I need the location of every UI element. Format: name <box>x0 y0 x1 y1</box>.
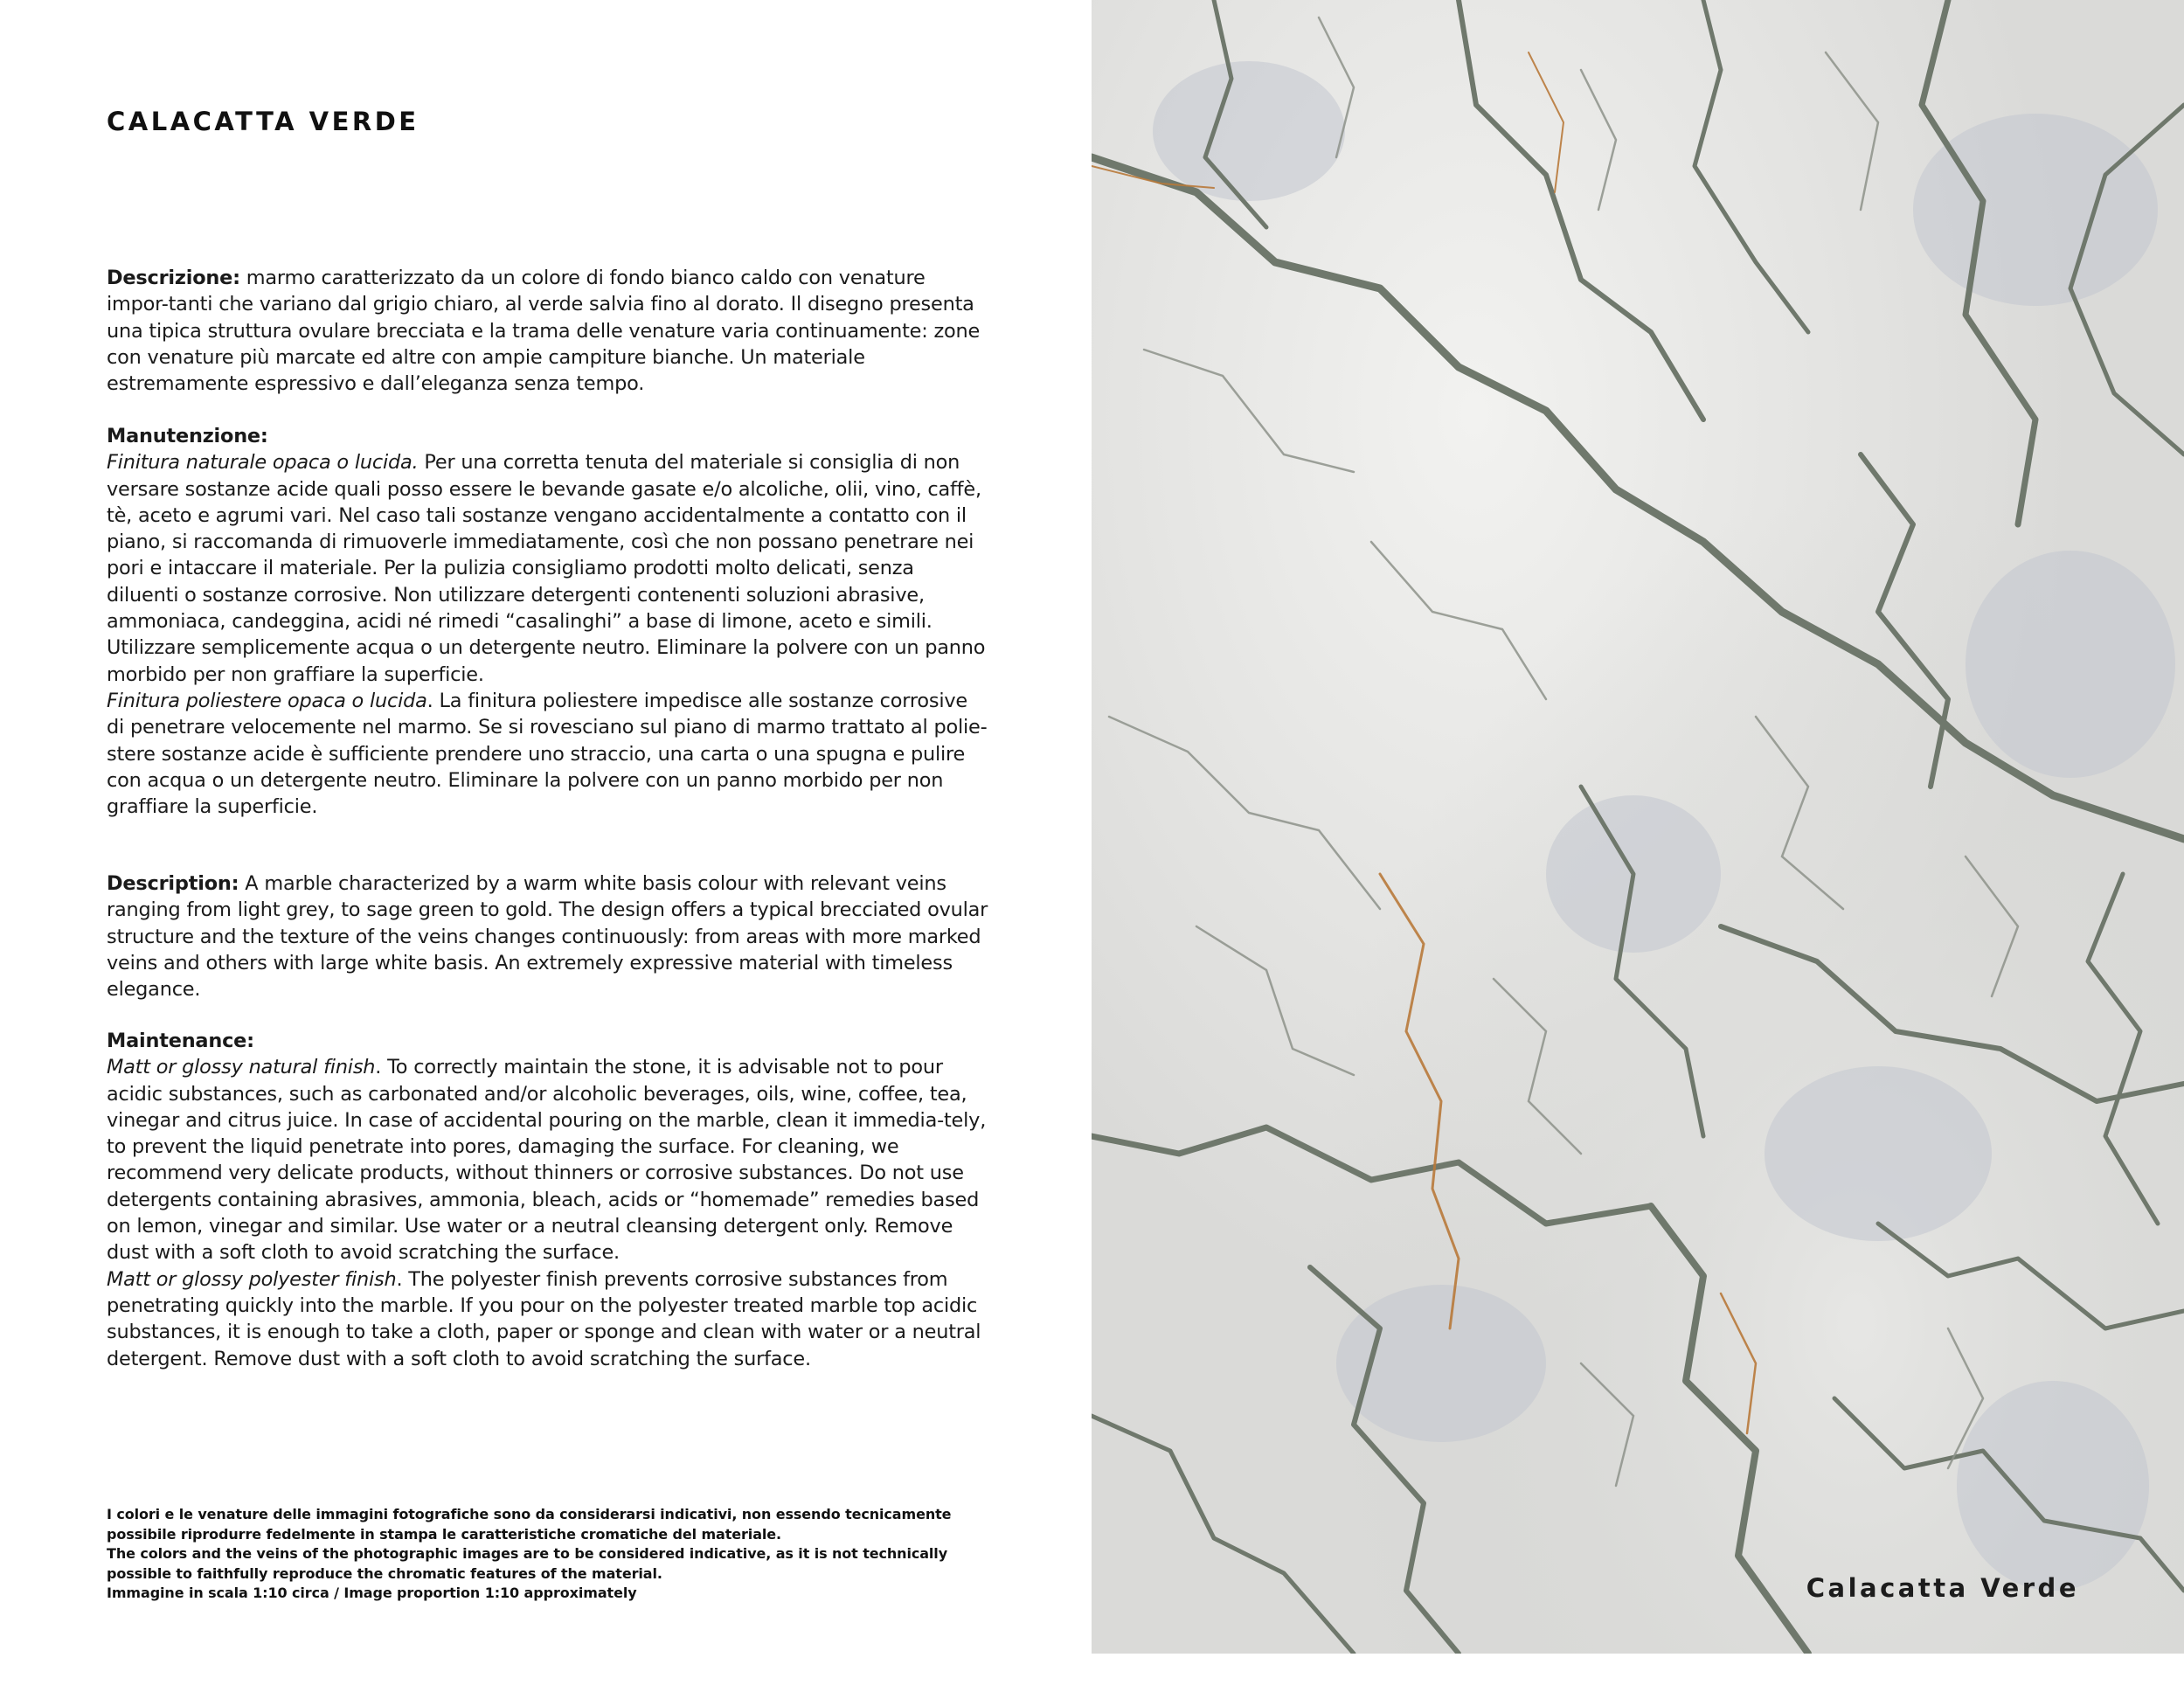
italian-polyester-finish-label: Finitura poliestere opaca o lucida <box>107 689 427 712</box>
english-polyester-finish-text: . The polyester finish prevents corrosive substances from penetrating quickly into the marble. If you pour on the polyester treated marble top acidic substances, it is enough to take a cloth, paper or sponge and clean with water or a neutral detergent. Remove dust with a soft cloth to avoid scratching the surface. <box>107 1267 981 1370</box>
photo-caption: Calacatta Verde <box>1806 1573 2079 1603</box>
english-natural-finish <box>107 1054 989 1266</box>
italian-polyester-finish-text: . La finitura poliestere impedisce alle sostanze corrosive di penetrare velocemente nel marmo. Se si rovesciano sul piano di marmo trattato al polie-stere sostanze acide è sufficiente prendere uno straccio, una carta o una spugna e pulire con acqua o un detergente neutro. Eliminare la polvere con un panno morbido per non graffiare la superficie. <box>107 689 988 819</box>
footnote-italian: I colori e le venature delle immagini fotografiche sono da considerarsi indicativi, non essendo tecnicamente possibile riprodurre fedelmente in stampa le caratteristiche cromatiche del materiale. <box>107 1506 952 1543</box>
english-maintenance-label: Maintenance: <box>107 1030 254 1052</box>
english-natural-finish-label: Matt or glossy natural finish <box>107 1056 376 1079</box>
italian-polyester-finish <box>107 688 989 820</box>
italian-maintenance <box>107 423 989 820</box>
english-polyester-finish-label: Matt or glossy polyester finish <box>107 1267 397 1291</box>
footnote-english: The colors and the veins of the photographic images are to be considered indicative, as it is not technically possible to faithfully reproduce the chromatic features of the material. <box>107 1545 948 1582</box>
italian-maintenance-label: Manutenzione: <box>107 425 268 447</box>
english-polyester-finish <box>107 1266 989 1372</box>
marble-photo <box>1092 0 2184 1654</box>
english-description-text: A marble characterized by a warm white basis colour with relevant veins ranging from light grey, to sage green to gold. The design offers a typical brecciated ovular structure and the texture of the veins changes continuously: from areas with more marked veins and others with large white basis. An extremely expressive material with timeless elegance. <box>107 872 988 1002</box>
italian-description-text: marmo caratterizzato da un colore di fondo bianco caldo con venature impor-tanti che variano dal grigio chiaro, al verde salvia fino al dorato. Il disegno presenta una tipica struttura ovulare brecciata e la trama delle venature varia continuamente: zone con venature più marcate ed altre con ampie campiture bianche. Un materiale estremamente espressivo e dall’eleganza senza tempo. <box>107 267 981 396</box>
english-natural-finish-text: . To correctly maintain the stone, it is advisable not to pour acidic substances, such as carbonated and/or alcoholic beverages, oils, wine, coffee, tea, vinegar and citrus juice. In case of accidental pouring on the marble, clean it immedia-tely, to prevent the liquid penetrate into pores, damaging the surface. For cleaning, we recommend very delicate products, without thinners or corrosive substances. Do not use detergents containing abrasives, ammonia, bleach, acids or “homemade” remedies based on lemon, vinegar and similar. Use water or a neutral cleansing detergent only. Remove dust with a soft cloth to avoid scratching the surface. <box>107 1056 987 1265</box>
italian-natural-finish <box>107 449 989 688</box>
disclaimer-footnote <box>107 1505 998 1604</box>
marble-texture <box>1092 0 2184 1654</box>
english-description-paragraph <box>107 870 989 1002</box>
english-maintenance <box>107 1028 989 1372</box>
italian-natural-finish-label: Finitura naturale opaca o lucida. <box>107 451 419 475</box>
italian-description <box>107 265 989 397</box>
italian-description-paragraph <box>107 265 989 397</box>
english-description <box>107 870 989 1002</box>
footnote-scale: Immagine in scala 1:10 circa / Image proportion 1:10 approximately <box>107 1585 637 1601</box>
italian-description-label: Descrizione: <box>107 267 240 289</box>
page-title: CALACATTA VERDE <box>107 107 419 136</box>
italian-natural-finish-text: Per una corretta tenuta del materiale si consiglia di non versare sostanze acide quali posso essere le bevande gasate e/o alcoliche, olii, vino, caffè, tè, aceto e agrumi vari. Nel caso tali sostanze vengano accidentalmente a contatto con il piano, si raccomanda di rimuoverle immediatamente, così che non possano penetrare nei pori e intaccare il materiale. Per la pulizia consigliamo prodotti molto delicati, senza diluenti o sostanze corrosive. Non utilizzare detergenti contenenti soluzioni abrasive, ammoniaca, candeggina, acidi né rimedi “casalinghi” a base di limone, aceto e simili. Utilizzare semplicemente acqua o un detergente neutro. Eliminare la polvere con un panno morbido per non graffiare la superficie. <box>107 451 986 686</box>
english-description-label: Description: <box>107 872 239 895</box>
